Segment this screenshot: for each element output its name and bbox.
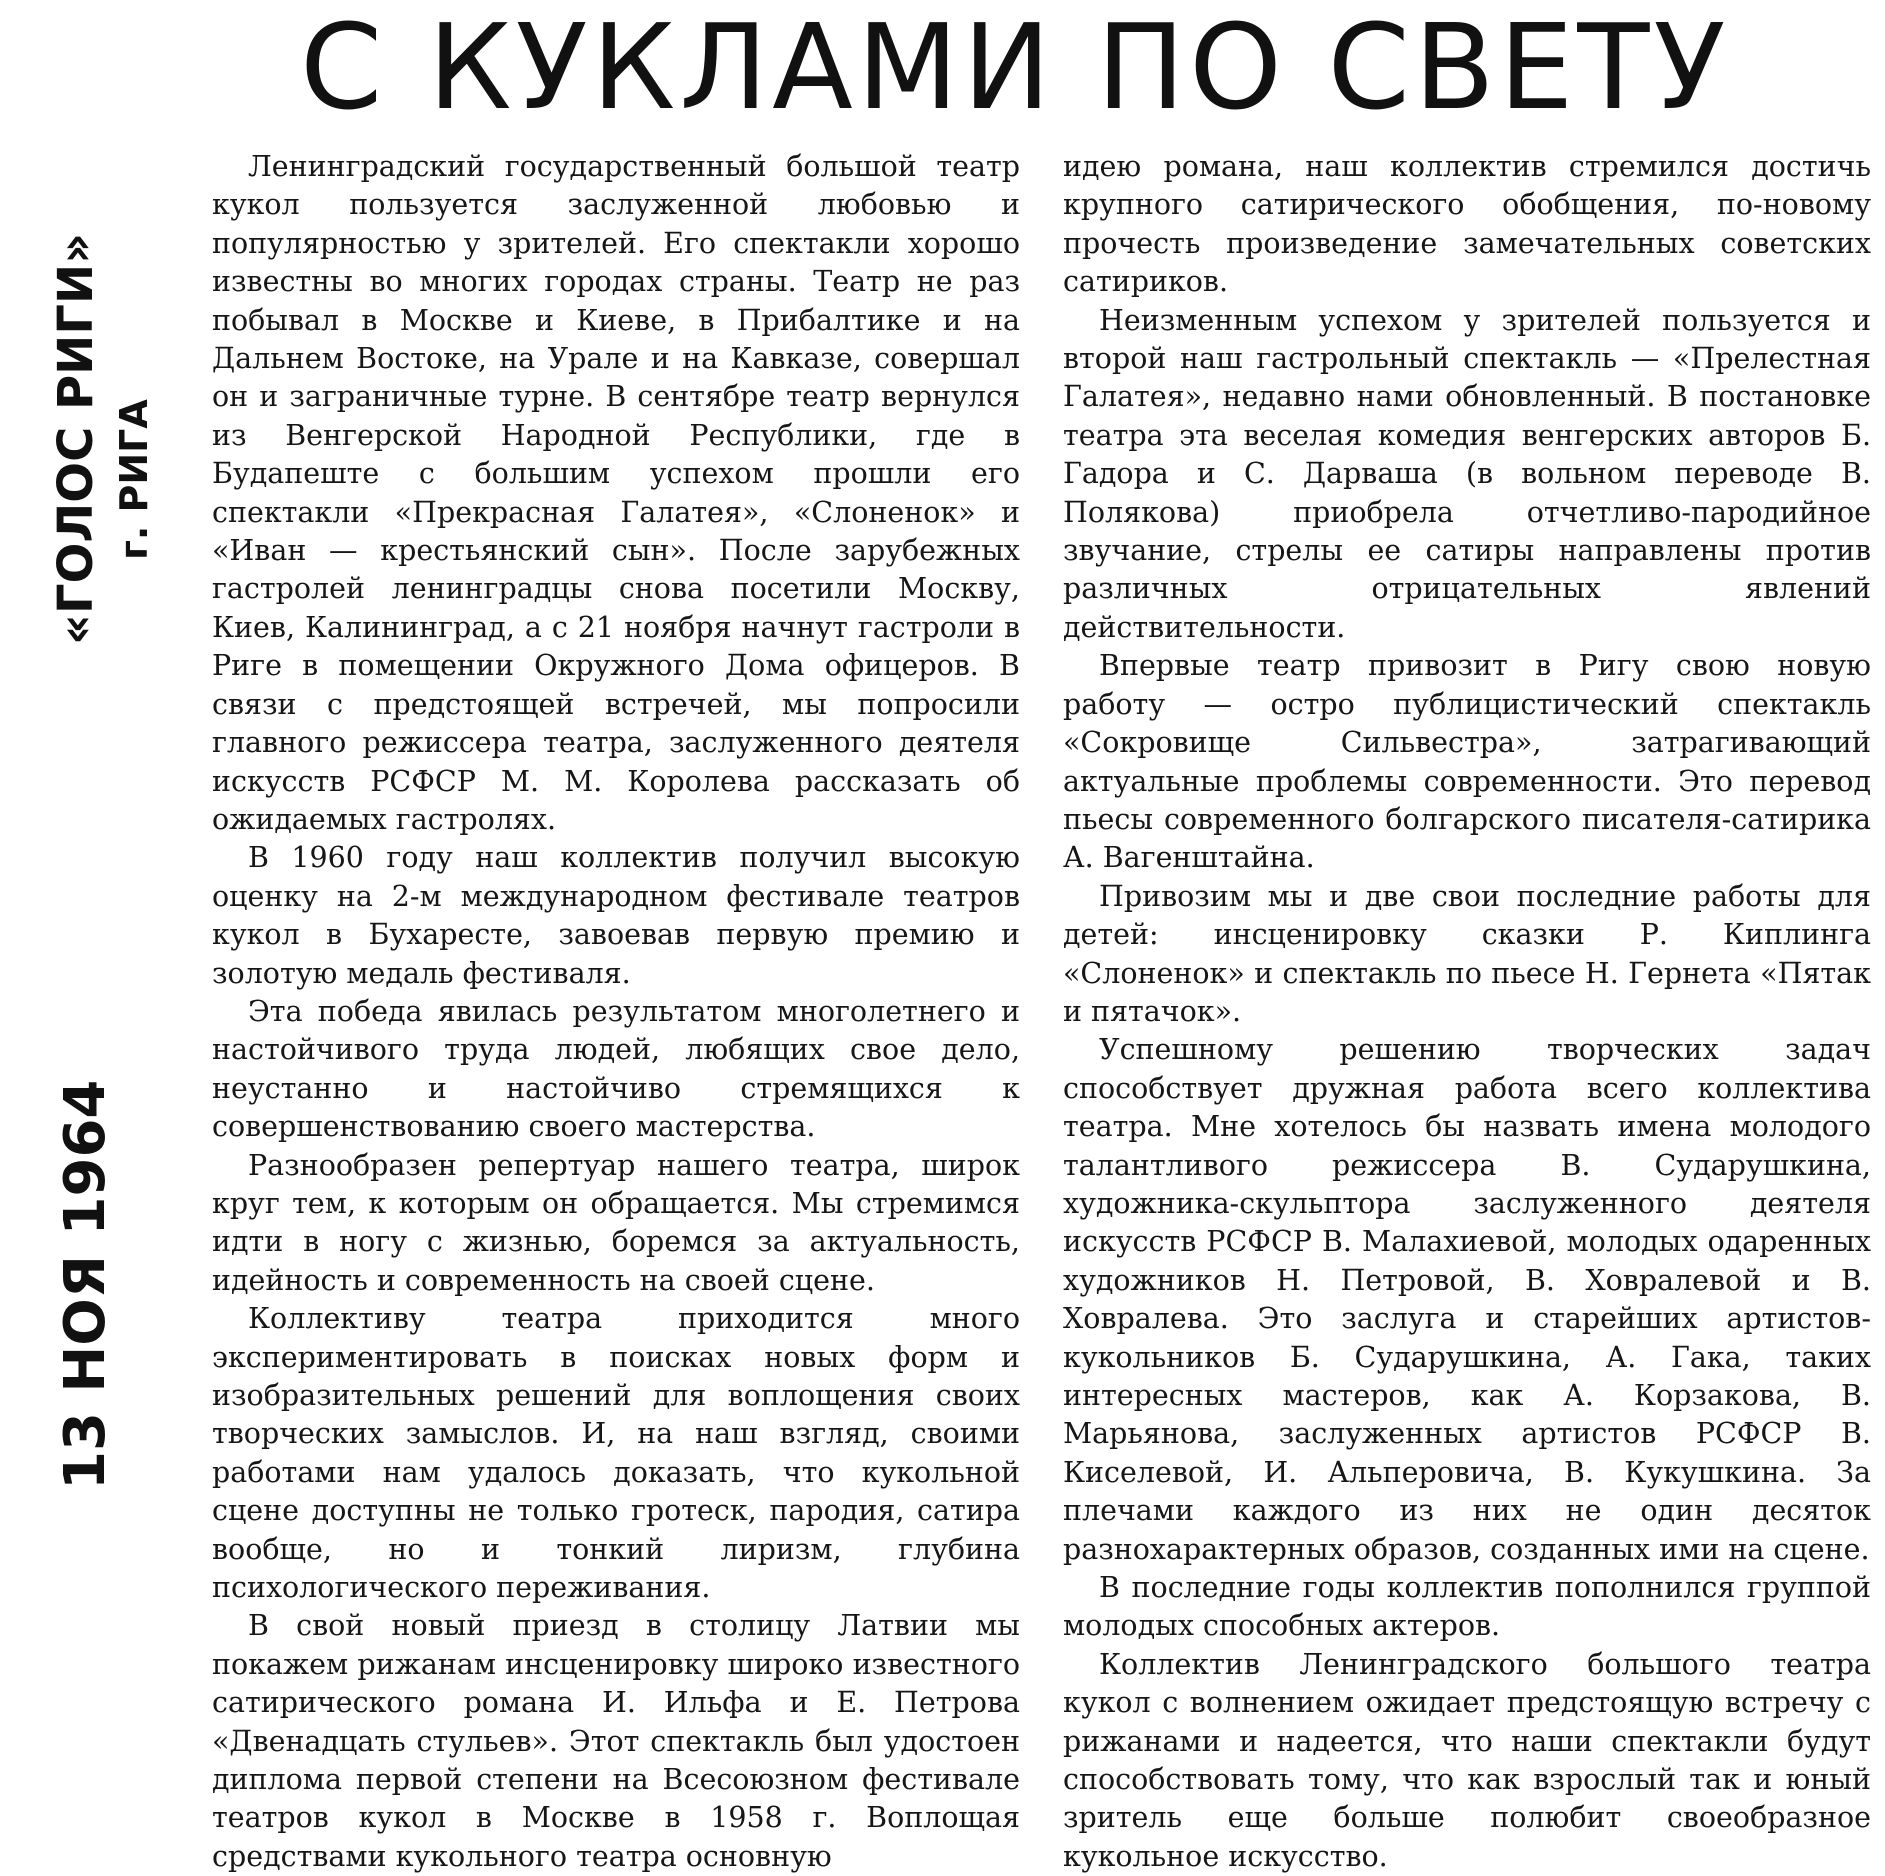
paragraph: В последние годы коллектив пополнился группой молодых способных актеров. xyxy=(1063,1571,1871,1643)
paragraph: В свой новый приезд в столицу Латвии мы покажем рижанам инсценировку широко известного сатирического романа И. Ильфа и Е. Петрова «Двенадцать стульев». Этот спектакль был удостоен диплома первой степени на Всесоюзном фестивале театров кукол в Москве в 1958 г. Воплощая средствами кукольного театра основную xyxy=(212,1609,1020,1873)
stamp-city: г. РИГА xyxy=(112,399,156,560)
paragraph-continuation: идею романа, наш коллектив стремился достичь крупного сатирического обобщения, по-новому прочесть произведение замечательных советских сатириков. xyxy=(1063,150,1871,299)
paragraph: В 1960 году наш коллектив получил высокую оценку на 2-м международном фестивале театров кукол в Бухаресте, завоевав первую премию и золотую медаль фестиваля. xyxy=(212,841,1020,990)
paragraph: Коллективу театра приходится много экспериментировать в поисках новых форм и изобразительных решений для воплощения своих творческих замыслов. И, на наш взгляд, своими работами нам удалось доказать, что кукольной сцене доступны не только гротеск, пародия, сатира вообще, но и тонкий лиризм, глубина психологического переживания. xyxy=(212,1302,1020,1605)
paragraph: Ленинградский государственный большой театр кукол пользуется заслуженной любовью и популярностью у зрителей. Его спектакли хорошо известны во многих городах страны. Театр не раз побывал в Москве и Киеве, в Прибалтике и на Дальнем Востоке, на Урале и на Кавказе, совершал он и заграничные турне. В сентябре театр вернулся из Венгерской Народной Республики, где в Будапеште с большим успехом прошли его спектакли «Прекрасная Галатея», «Слоненок» и «Иван — крестьянский сын». После зарубежных гастролей ленинградцы снова посетили Москву, Киев, Калининград, а с 21 ноября начнут гастроли в Риге в помещении Окружного Дома офицеров. В связи с предстоящей встречей, мы попросили главного режиссера театра, заслуженного деятеля искусств РСФСР М. М. Королева рассказать об ожидаемых гастролях. xyxy=(212,150,1020,836)
stamp-date: 13 НОЯ 1964 xyxy=(53,1079,118,1490)
paragraph: Эта победа явилась результатом многолетнего и настойчивого труда людей, любящих свое дело, неустанно и настойчиво стремящихся к совершенствованию своего мастерства. xyxy=(212,994,1020,1144)
clipping-stamp xyxy=(48,110,168,1490)
article-column-left xyxy=(212,148,1020,1873)
paragraph: Неизменным успехом у зрителей пользуется и второй наш гастрольный спектакль — «Прелестная Галатея», недавно нами обновленный. В постановке театра эта веселая комедия венгерских авторов Б. Гадора и С. Дарваша (в вольном переводе В. Полякова) приобрела отчетливо-пародийное звучание, стрелы ее сатиры направлены против различных отрицательных явлений действительности. xyxy=(1063,303,1871,644)
paragraph: Впервые театр привозит в Ригу свою новую работу — остро публицистический спектакль «Сокровище Сильвестра», затрагивающий актуальные проблемы современности. Это перевод пьесы современного болгарского писателя-сатирика А. Вагенштайна. xyxy=(1063,649,1871,875)
paragraph: Успешному решению творческих задач способствует дружная работа всего коллектива театра. Мне хотелось бы назвать имена молодого талантливого режиссера В. Сударушкина, художника-скульптора заслуженного деятеля искусств РСФСР В. Малахиевой, молодых одаренных художников Н. Петровой, В. Ховралевой и В. Ховралева. Это заслуга и старейших артистов-кукольников Б. Сударушкина, А. Гака, таких интересных мастеров, как А. Корзакова, В. Марьянова, заслуженных артистов РСФСР В. Киселевой, И. Альперовича, В. Кукушкина. За плечами каждого из них не один десяток разнохарактерных образов, созданных ими на сцене. xyxy=(1063,1033,1871,1566)
paragraph: Разнообразен репертуар нашего театра, широк круг тем, к которым он обращается. Мы стремимся идти в ногу с жизнью, боремся за актуальность, идейность и современность на своей сцене. xyxy=(212,1148,1020,1297)
stamp-newspaper-name: «ГОЛОС РИГИ» xyxy=(48,232,104,645)
headline: С КУКЛАМИ ПО СВЕТУ xyxy=(300,0,1730,136)
article-column-right xyxy=(1063,148,1871,1873)
paragraph: Привозим мы и две свои последние работы для детей: инсценировку сказки Р. Киплинга «Слоненок» и спектакль по пьесе Н. Гернета «Пятак и пятачок». xyxy=(1063,879,1871,1028)
paragraph: Коллектив Ленинградского большого театра кукол с волнением ожидает предстоящую встречу с рижанами и надеется, что наши спектакли будут способствовать тому, что как взрослый так и юный зритель еще больше полюбит своеобразное кукольное искусство. xyxy=(1063,1647,1871,1873)
